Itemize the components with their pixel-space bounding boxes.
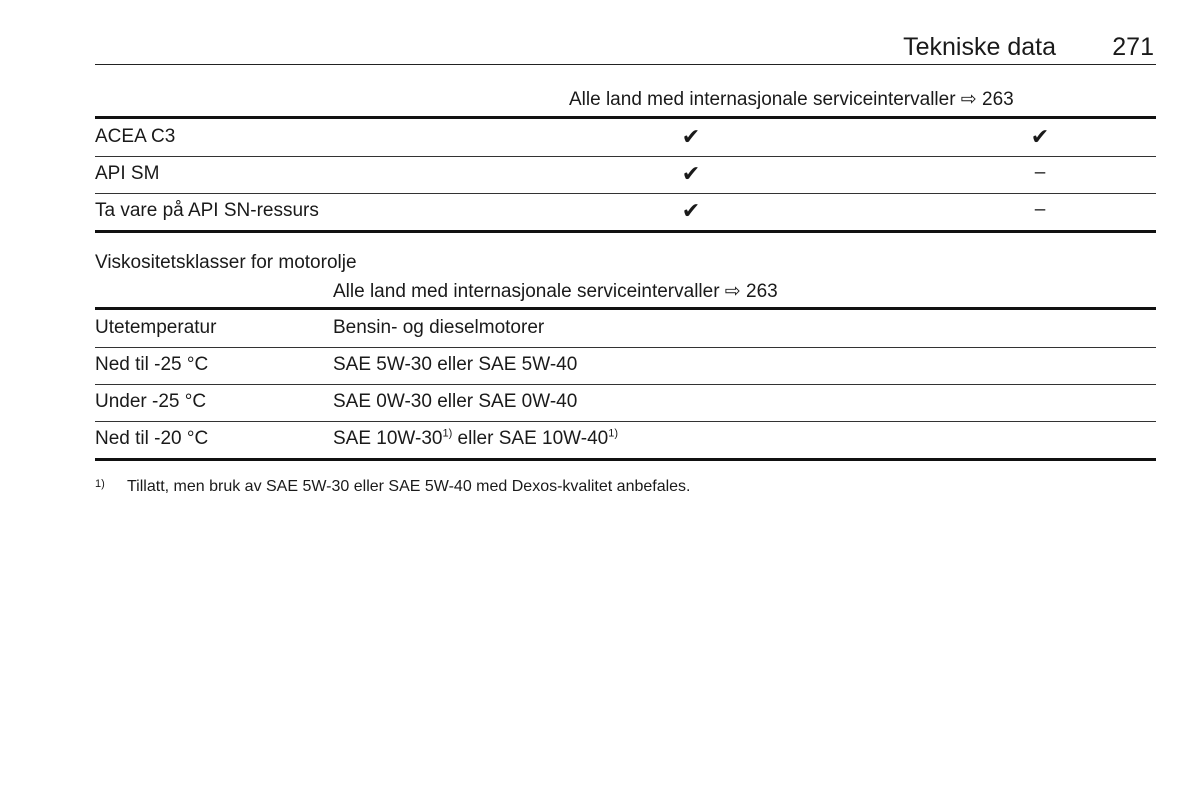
viscosity-column-header: Alle land med internasjonale serviceintervaller ⇨ 263	[333, 281, 778, 302]
table-header-row	[95, 307, 1156, 348]
grade-cell: SAE 5W-30 eller SAE 5W-40	[333, 354, 578, 375]
check-icon: ✔	[681, 161, 701, 186]
check-icon: ✔	[681, 124, 701, 149]
footnote	[95, 478, 691, 496]
table-row	[95, 116, 1156, 157]
grade-cell: SAE 0W-30 eller SAE 0W-40	[333, 391, 578, 412]
table-row	[95, 193, 1156, 233]
footnote-mark: 1)	[95, 478, 105, 490]
temperature-cell: Under -25 °C	[95, 391, 207, 412]
table-row	[95, 421, 1156, 461]
grade-cell: SAE 10W-30$^{1)}$ eller SAE 10W-40$^{1)}$	[333, 427, 618, 449]
header-engines: Bensin- og dieselmotorer	[333, 317, 545, 338]
approvals-column-header: Alle land med internasjonale serviceintervaller ⇨ 263	[569, 89, 1014, 110]
section-title: Tekniske data	[903, 33, 1056, 61]
dash-symbol: –	[1034, 162, 1046, 183]
table-row	[95, 347, 1156, 385]
check-icon: ✔	[1030, 124, 1050, 149]
table-row	[95, 156, 1156, 194]
temperature-cell: Ned til -20 °C	[95, 428, 209, 449]
spec-label: Ta vare på API SN-ressurs	[95, 200, 319, 221]
spec-label: ACEA C3	[95, 126, 176, 147]
spec-label: API SM	[95, 163, 160, 184]
temperature-cell: Ned til -25 °C	[95, 354, 209, 375]
dash-symbol: –	[1034, 199, 1046, 220]
footnote-ref: 1)	[442, 427, 453, 440]
footnote-ref: 1)	[608, 427, 618, 440]
table-row	[95, 384, 1156, 422]
viscosity-heading: Viskositetsklasser for motorolje	[95, 252, 357, 273]
check-icon: ✔	[681, 198, 701, 223]
header-temperature: Utetemperatur	[95, 317, 217, 338]
footnote-text: Tillatt, men bruk av SAE 5W-30 eller SAE 5W-40 med Dexos-kvalitet anbefales.	[127, 478, 691, 495]
page-number: 271	[1112, 33, 1154, 61]
page-header	[95, 30, 1156, 65]
